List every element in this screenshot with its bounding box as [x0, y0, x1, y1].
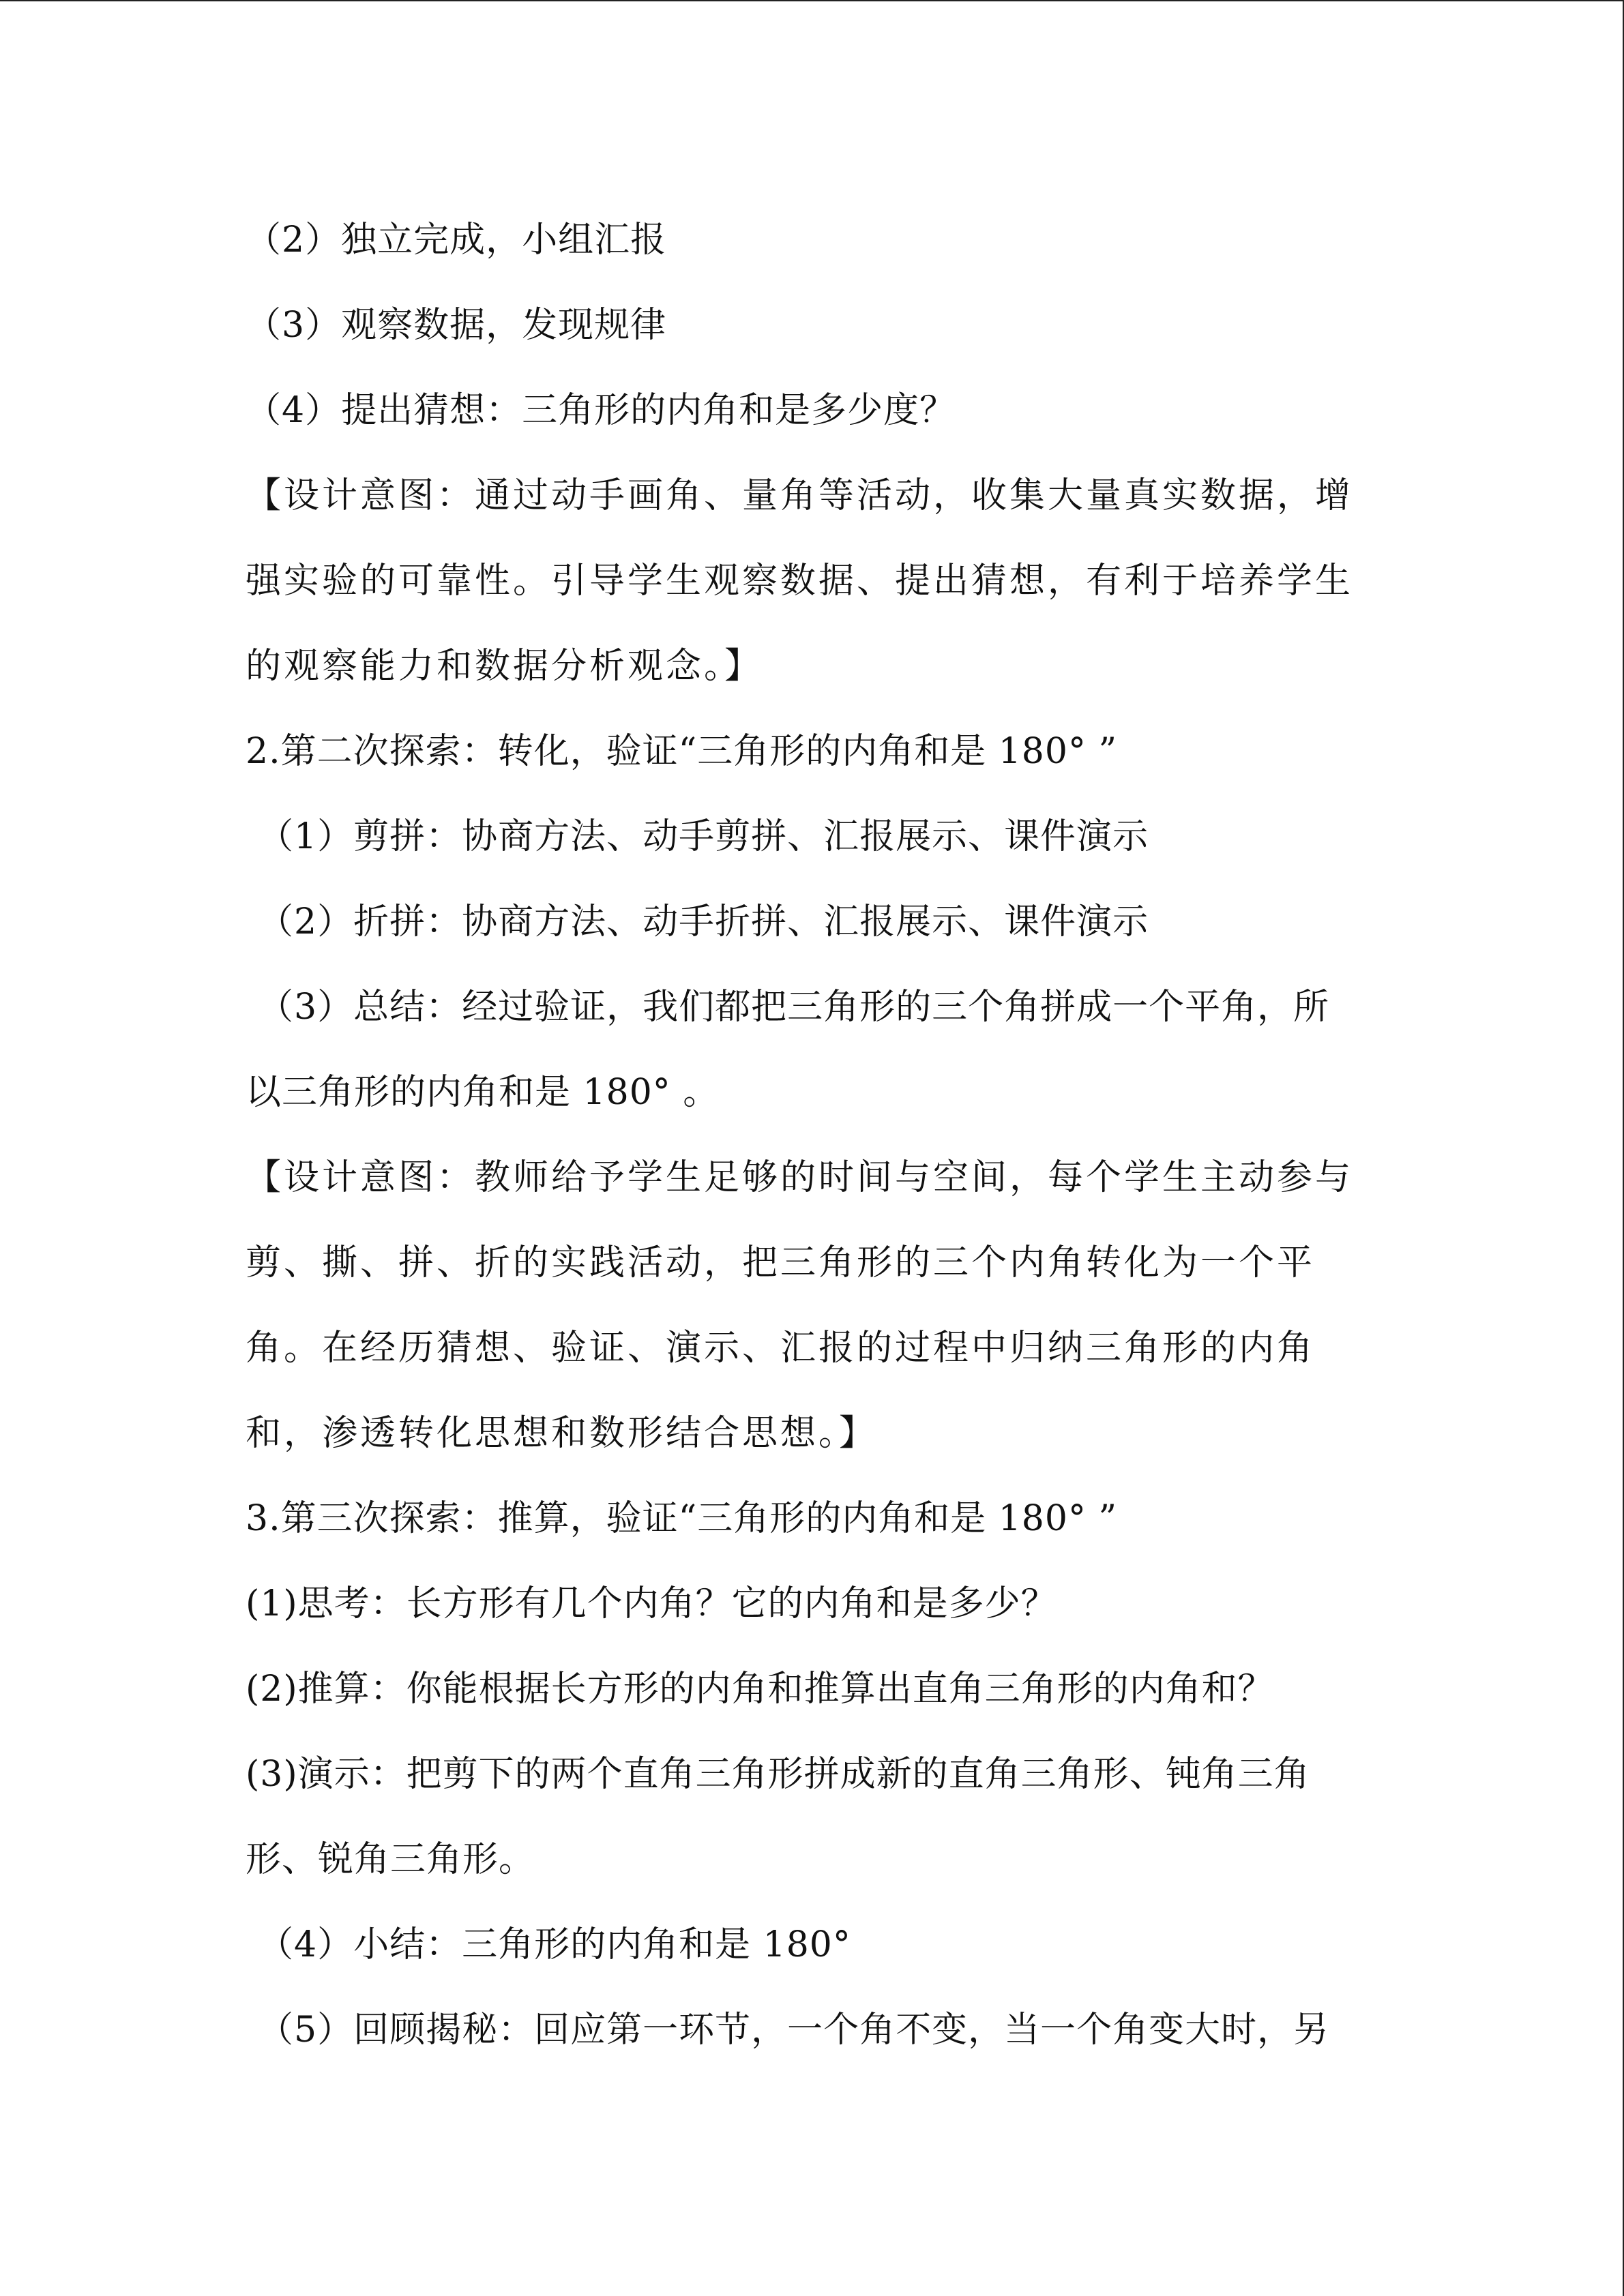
- section-2-item-2: （2）折拼：协商方法、动手折拼、汇报展示、课件演示: [258, 901, 1149, 942]
- section-3-item-1: (1)思考：长方形有几个内角？它的内角和是多少？: [246, 1583, 1057, 1624]
- section-3-item-5: （5）回顾揭秘：回应第一环节，一个角不变，当一个角变大时，另: [258, 2010, 1330, 2051]
- section-2-item-3-line-2: 以三角形的内角和是 180° 。: [246, 1072, 720, 1113]
- section-3-item-4: （4）小结：三角形的内角和是 180°: [258, 1924, 851, 1965]
- design-intent-2-line-2: 剪、撕、拼、折的实践活动，把三角形的三个内角转化为一个平: [246, 1242, 1316, 1283]
- section-2-item-3-line-1: （3）总结：经过验证，我们都把三角形的三个角拼成一个平角，所: [258, 987, 1330, 1028]
- design-intent-1-line-2: 强实验的可靠性。引导学生观察数据、提出猜想，有利于培养学生: [246, 561, 1354, 601]
- section-2-item-1: （1）剪拼：协商方法、动手剪拼、汇报展示、课件演示: [258, 816, 1149, 857]
- design-intent-1-line-3: 的观察能力和数据分析观念。】: [246, 646, 763, 687]
- section-3-item-2: (2)推算：你能根据长方形的内角和推算出直角三角形的内角和？: [246, 1669, 1274, 1710]
- step-3-observe-data: （3）观察数据，发现规律: [246, 305, 667, 346]
- step-4-propose-conjecture: （4）提出猜想：三角形的内角和是多少度？: [246, 390, 956, 431]
- section-3-item-3-line-2: 形、锐角三角形。: [246, 1839, 535, 1880]
- section-2-heading: 2.第二次探索：转化，验证“三角形的内角和是 180° ”: [246, 731, 1118, 772]
- step-2-independent-complete: （2）独立完成，小组汇报: [246, 220, 667, 260]
- design-intent-1-line-1: 【设计意图：通过动手画角、量角等活动，收集大量真实数据，增: [246, 475, 1354, 516]
- section-3-heading: 3.第三次探索：推算，验证“三角形的内角和是 180° ”: [246, 1498, 1118, 1539]
- section-3-item-3-line-1: (3)演示：把剪下的两个直角三角形拼成新的直角三角形、钝角三角: [246, 1754, 1310, 1795]
- design-intent-2-line-4: 和，渗透转化思想和数形结合思想。】: [246, 1413, 878, 1454]
- design-intent-2-line-1: 【设计意图：教师给予学生足够的时间与空间，每个学生主动参与: [246, 1157, 1354, 1198]
- design-intent-2-line-3: 角。在经历猜想、验证、演示、汇报的过程中归纳三角形的内角: [246, 1328, 1316, 1369]
